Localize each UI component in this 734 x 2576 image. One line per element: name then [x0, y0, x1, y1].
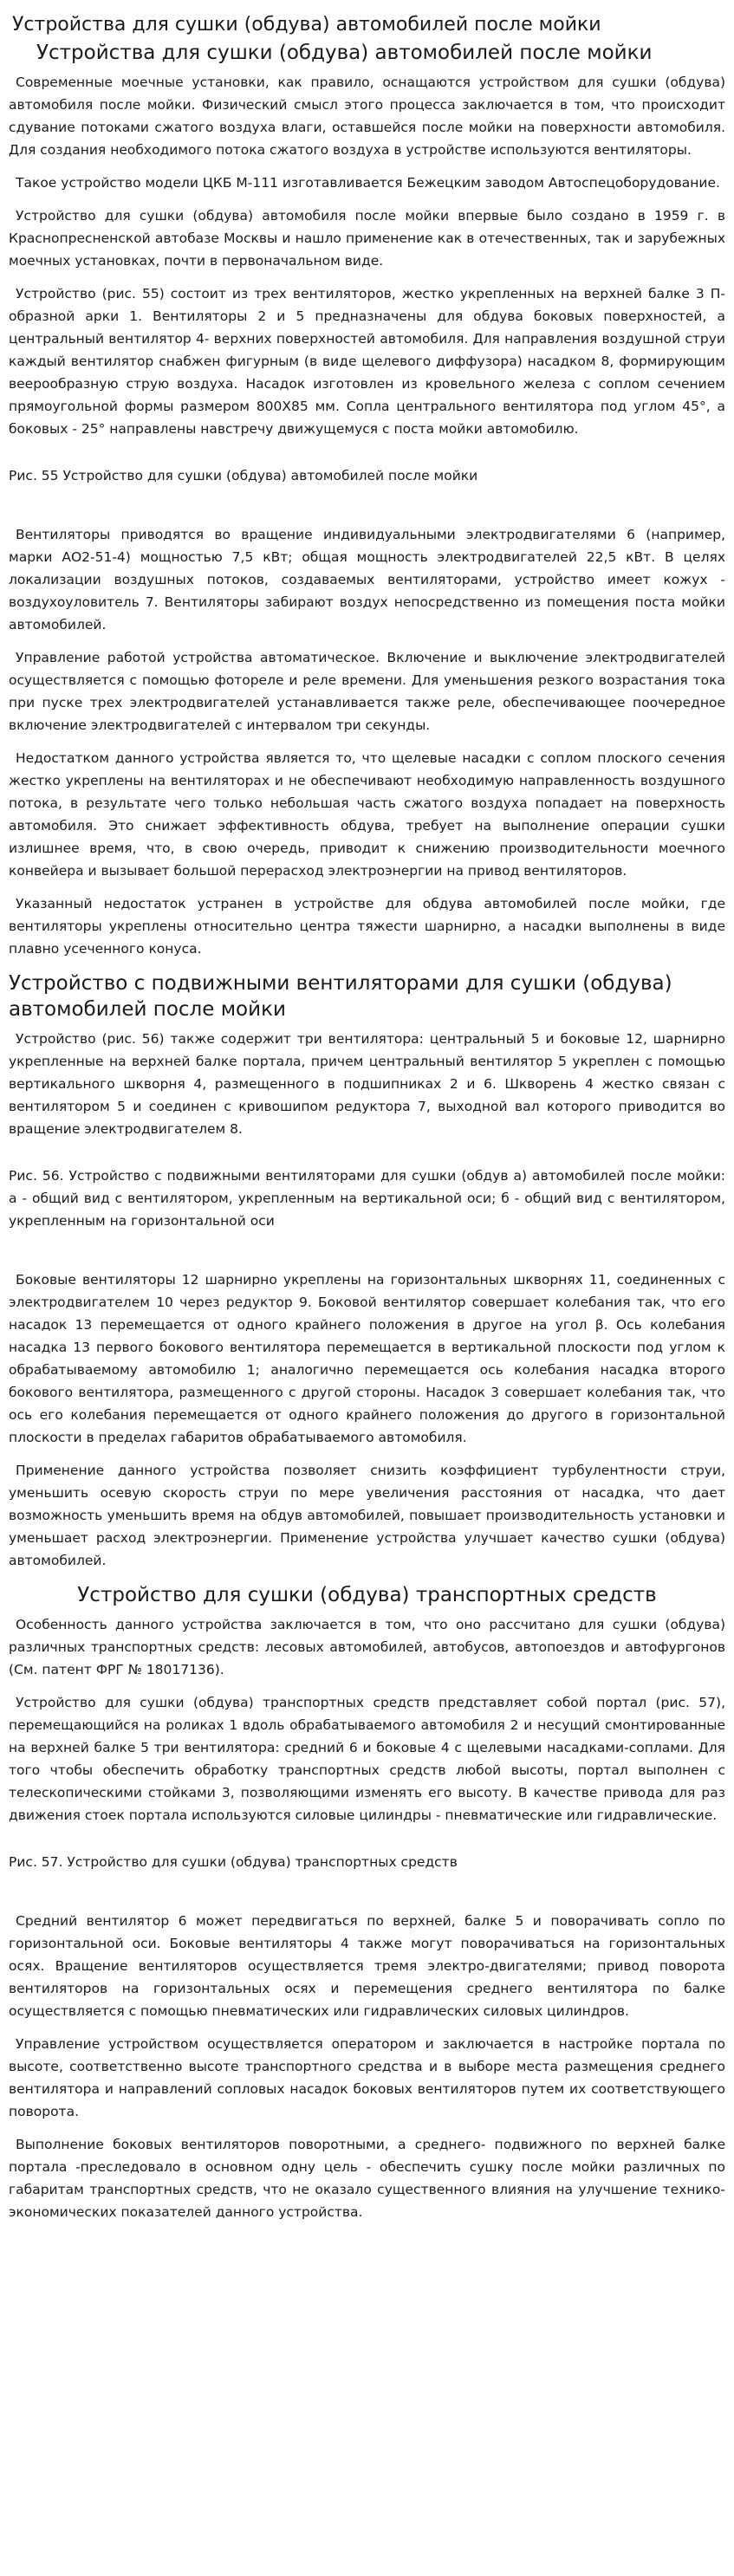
paragraph: Устройство (рис. 56) также содержит три вентилятора: центральный 5 и боковые 12, шарнирно укрепленные на верхней балке портала, причем центральный вентилятор 5 укреплен с помощью вертикального шкворня 4, размещенного в подшипниках 2 и 6. Шкворень 4 жестко связан с вентилятором 5 и соединен с кривошипом редуктора 7, выходной вал которого приводится во вращение электродвигателем 8. — [9, 1031, 725, 1137]
section-title: Устройства для сушки (обдува) автомобилей после мойки — [36, 42, 653, 64]
figure-caption: Рис. 55 Устройство для сушки (обдува) автомобилей после мойки — [9, 468, 478, 483]
figure-caption: Рис. 57. Устройство для сушки (обдува) транспортных средств — [9, 1854, 458, 1870]
figure-caption: Рис. 56. Устройство с подвижными вентиляторами для сушки (обдув а) автомобилей после мойки: а - общий вид с вентилятором, укрепленным на вертикальной оси; б - общий вид с вентилятором, укрепленным на горизонтальной оси — [9, 1168, 725, 1229]
paragraph: Указанный недостаток устранен в устройстве для обдува автомобилей после мойки, где вентиляторы укреплены относительно центра тяжести шарнирно, а насадки выполнены в виде плавно усеченного конуса. — [9, 896, 725, 957]
paragraph: Средний вентилятор 6 может передвигаться по верхней, балке 5 и поворачивать сопло по горизонтальной оси. Боковые вентиляторы 4 также могут поворачиваться на горизонтальных осях. Вращение вентиляторов осуществляется тремя электро-двигателями; привод поворота вентиляторов на горизонтальных осях и перемещения среднего вентилятора по балке осуществляется с помощью пневматических или гидравлических силовых цилиндров. — [9, 1913, 725, 2019]
paragraph: Выполнение боковых вентиляторов поворотными, а среднего- подвижного по верхней балке портала -преследовало в основном одну цель - обеспечить сушку после мойки различных по габаритам транспортных средств, что не оказало существенного влияния на улучшение технико-экономических показателей данного устройства. — [9, 2137, 725, 2220]
paragraph: Применение данного устройства позволяет снизить коэффициент турбулентности струи, уменьшить осевую скорость струи по мере увеличения расстояния от насадка, что дает возможность уменьшить время на обдув автомобилей, повышает производительность установки и уменьшает расход электроэнергии. Применение устройства улучшает качество сушки (обдува) автомобилей. — [9, 1463, 725, 1568]
paragraph: Недостатком данного устройства является то, что щелевые насадки с соплом плоского сечения жестко укреплены на вентиляторах и не обеспечивают необходимую направленность воздушного потока, в результате чего только небольшая часть сжатого воздуха попадает на поверхность автомобиля. Это снижает эффективность обдува, требует на выполнение операции сушки излишнее время, что, в свою очередь, приводит к снижению производительности моечного конвейера и вызывает большой перерасход электроэнергии на привод вентиляторов. — [9, 750, 725, 879]
section-vehicle-drying — [9, 1582, 725, 2223]
paragraph: Устройство (рис. 55) состоит из трех вентиляторов, жестко укрепленных на верхней балке 3 П-образной арки 1. Вентиляторы 2 и 5 предназначены для обдува боковых поверхностей, а центральный вентилятор 4- верхних поверхностей автомобиля. Для направления воздушной струи каждый вентилятор снабжен фигурным (в виде щелевого диффузора) насадком 8, формирующим веерообразную струю воздуха. Насадок изготовлен из кровельного железа с соплом сечением прямоугольной формы размером 800X85 мм. Сопла центрального вентилятора под углом 45°, а боковых - 25° направлены навстречу движущемуся с поста мойки автомобилю. — [9, 286, 725, 437]
paragraph: Такое устройство модели ЦКБ М-111 изготавливается Бежецким заводом Автоспецоборудование. — [16, 175, 720, 191]
page-title: Устройства для сушки (обдува) автомобилей после мойки — [12, 14, 601, 36]
paragraph: Управление устройством осуществляется оператором и заключается в настройке портала по высоте, соответственно высоте транспортного средства и в выборе места размещения среднего вентилятора и направлений сопловых насадок боковых вентиляторов путем их соответствующего поворота. — [9, 2036, 725, 2119]
section-movable-fans — [9, 970, 725, 1572]
section-drying-devices — [9, 40, 725, 960]
paragraph: Устройство для сушки (обдува) транспортных средств представляет собой портал (рис. 57), перемещающийся на роликах 1 вдоль обрабатываемого автомобиля 2 и несущий смонтированные на верхней балке 5 три вентилятора: средний 6 и боковые 4 с щелевыми насадками-соплами. Для того чтобы обеспечить обработку транспортных средств любой высоты, портал выполнен с телескопическими стойками 3, позволяющими изменять его высоту. В качестве привода для раз движения стоек портала используются силовые цилиндры - пневматические или гидравлические. — [9, 1695, 725, 1823]
paragraph: Вентиляторы приводятся во вращение индивидуальными электродвигателями 6 (например, марки АО2-51-4) мощностью 7,5 кВт; общая мощность электродвигателей 22,5 кВт. В целях локализации воздушных потоков, создаваемых вентиляторами, устройство имеет кожух - воздухоуловитель 7. Вентиляторы забирают воздух непосредственно из помещения поста мойки автомобилей. — [9, 527, 725, 633]
section-title: Устройство для сушки (обдува) транспортных средств — [77, 1584, 657, 1606]
paragraph: Устройство для сушки (обдува) автомобиля после мойки впервые было создано в 1959 г. в Краснопресненской автобазе Москвы и нашло применение как в отечественных, так и зарубежных моечных установках, почти в первоначальном виде. — [9, 208, 725, 269]
paragraph: Управление работой устройства автоматическое. Включение и выключение электродвигателей осуществляется с помощью фотореле и реле времени. Для уменьшения резкого возрастания тока при пуске трех электродвигателей устанавливается также реле, обеспечивающее поочередное включение электродвигателей с интервалом три секунды. — [9, 650, 725, 733]
section-title: Устройство с подвижными вентиляторами для сушки (обдува) автомобилей после мойки — [9, 972, 672, 1021]
paragraph: Боковые вентиляторы 12 шарнирно укреплены на горизонтальных шкворнях 11, соединенных с электродвигателем 10 через редуктор 9. Боковой вентилятор совершает колебания так, что его насадок 13 перемещается от одного крайнего положения в другое на угол β. Ось колебания насадка 13 первого бокового вентилятора перемещается в вертикальной плоскости под углом к обрабатываемому автомобилю 1; аналогично перемещается ось колебания насадка второго бокового вентилятора, размещенного с другой стороны. Насадок 3 совершает колебания так, что ось его колебания перемещается от одного крайнего положения до другого в горизонтальной плоскости в пределах габаритов обрабатываемого автомобиля. — [9, 1272, 725, 1445]
paragraph: Особенность данного устройства заключается в том, что оно рассчитано для сушки (обдува) различных транспортных средств: лесовых автомобилей, автобусов, автопоездов и автофургонов (См. патент ФРГ № 18017136). — [9, 1617, 725, 1677]
paragraph: Современные моечные установки, как правило, оснащаются устройством для сушки (обдува) автомобиля после мойки. Физический смысл этого процесса заключается в том, что происходит сдувание потоками сжатого воздуха влаги, оставшейся после мойки на поверхности автомобиля. Для создания необходимого потока сжатого воздуха в устройстве используются вентиляторы. — [9, 75, 725, 158]
